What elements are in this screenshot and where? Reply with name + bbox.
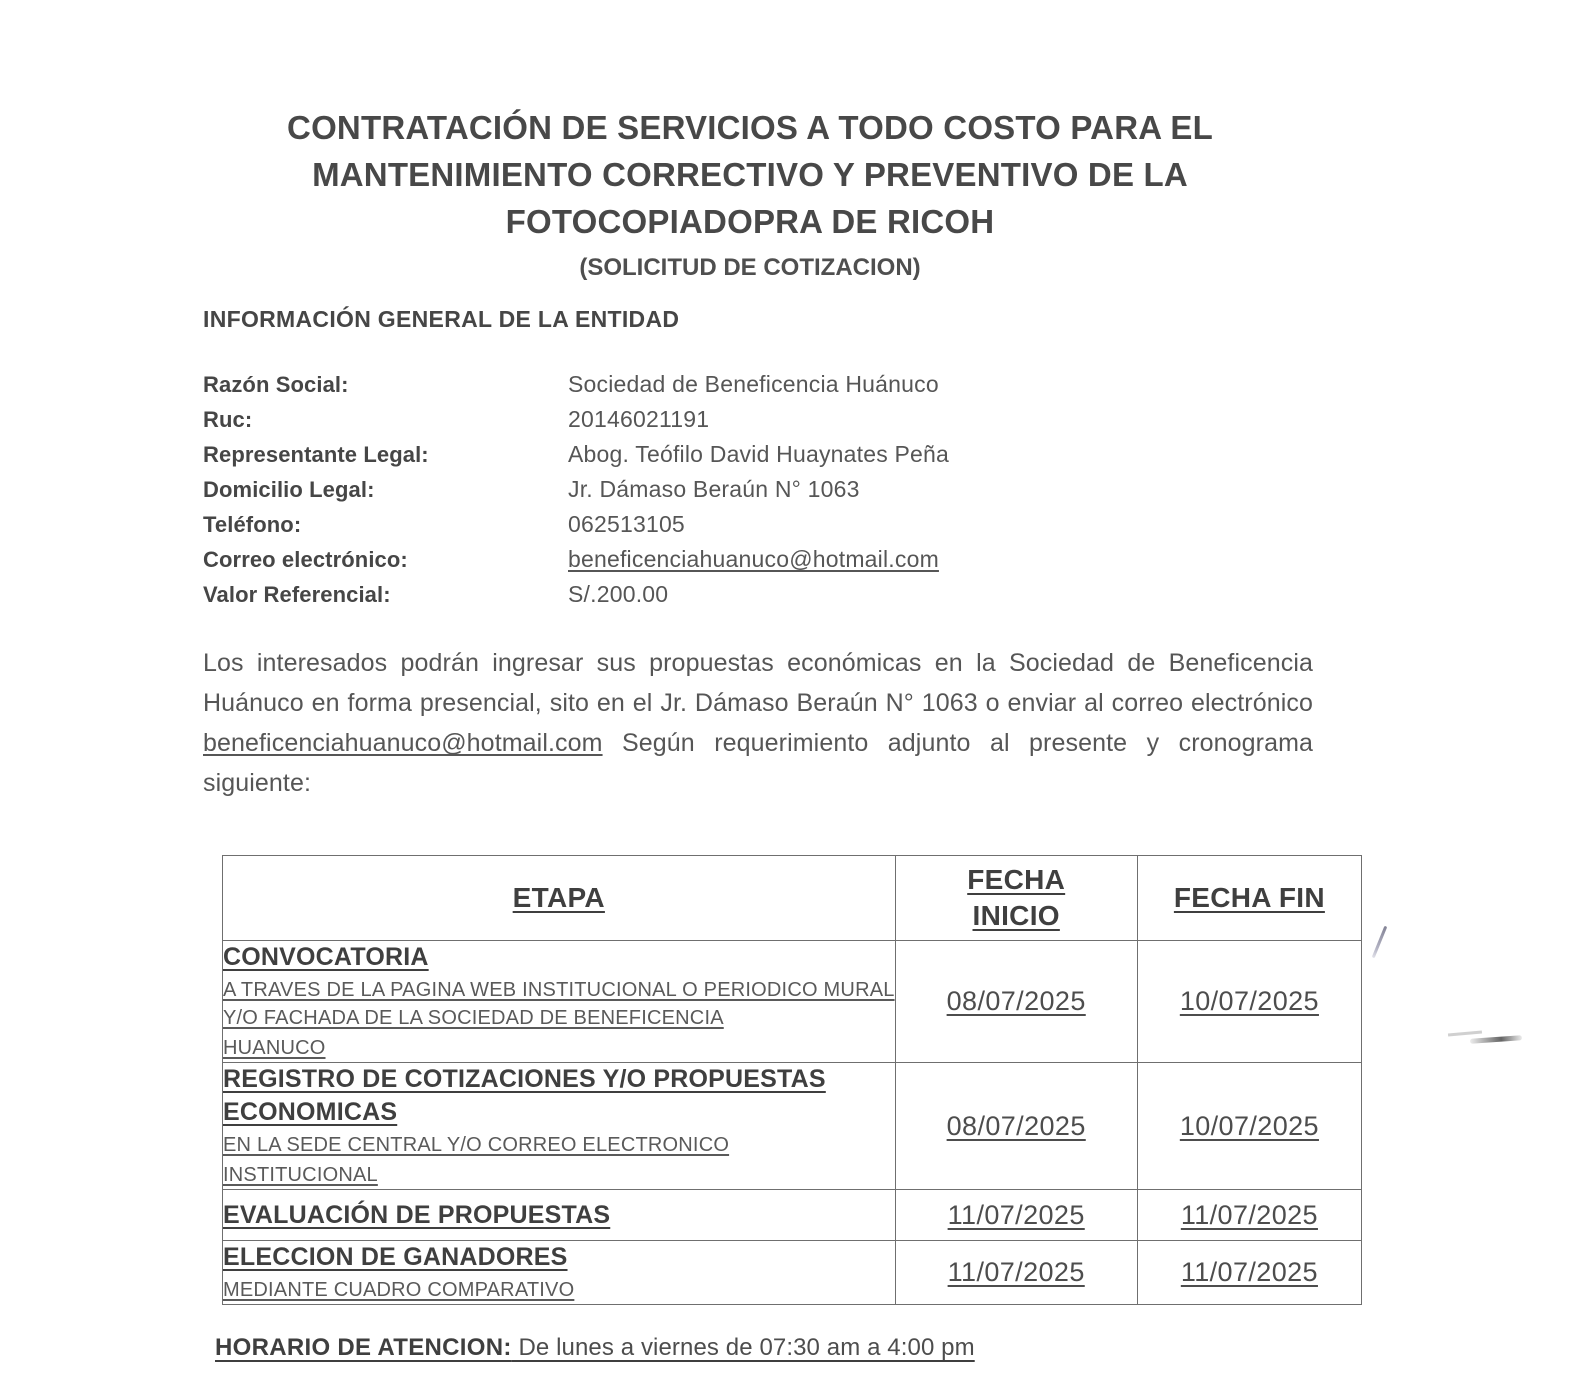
- etapa-title-convocatoria: CONVOCATORIA: [223, 943, 429, 971]
- cell-etapa-convocatoria: [223, 941, 896, 1063]
- cell-fecha-inicio-registro-cotizaciones: [895, 1063, 1137, 1190]
- info-label-valor-referencial: Valor Referencial:: [203, 582, 391, 607]
- column-header-etapa: [223, 856, 896, 941]
- etapa-title-registro-cotizaciones: REGISTRO DE COTIZACIONES Y/O PROPUESTAS ECONOMICAS: [223, 1065, 826, 1126]
- info-value-representante-legal: Abog. Teófilo David Huaynates Peña: [568, 441, 950, 467]
- info-row-telefono: [203, 511, 1203, 546]
- info-label-representante-legal: Representante Legal:: [203, 442, 429, 467]
- date-end-convocatoria: 10/07/2025: [1179, 986, 1319, 1016]
- footer-horario-atencion: [215, 1334, 975, 1362]
- info-label-razon-social: Razón Social:: [203, 372, 349, 397]
- info-value-ruc: 20146021191: [568, 406, 710, 432]
- cell-etapa-registro-cotizaciones: [223, 1063, 896, 1190]
- info-label-domicilio-legal: Domicilio Legal:: [203, 477, 375, 502]
- schedule-table: [222, 855, 1362, 1305]
- date-start-evaluacion-propuestas: 11/07/2025: [947, 1199, 1085, 1230]
- scan-artifact-pen-mark: [1372, 926, 1388, 959]
- cell-etapa-eleccion-ganadores: [223, 1241, 896, 1305]
- entity-info-list: [203, 371, 1203, 616]
- scan-artifact-smudge: [1470, 1035, 1522, 1044]
- etapa-description-eleccion-ganadores: MEDIANTE CUADRO COMPARATIVO: [223, 1279, 575, 1301]
- page-title-line-3: FOTOCOPIADOPRA DE RICOH: [505, 203, 995, 240]
- info-value-telefono: 062513105: [568, 511, 685, 537]
- cell-fecha-fin-eleccion-ganadores: [1137, 1241, 1361, 1305]
- section-heading-entity-info: INFORMACIÓN GENERAL DE LA ENTIDAD: [203, 306, 680, 332]
- paragraph-email-link[interactable]: beneficenciahuanuco@hotmail.com: [203, 729, 603, 757]
- info-row-valor-referencial: [203, 581, 1203, 616]
- instructions-paragraph-part2: Según requerimiento adjunto al presente y cronograma siguiente:: [203, 729, 1313, 797]
- etapa-description-registro-cotizaciones: EN LA SEDE CENTRAL Y/O CORREO ELECTRONICO: [223, 1134, 730, 1156]
- etapa-title-eleccion-ganadores: ELECCION DE GANADORES: [223, 1243, 568, 1271]
- etapa-description-registro-cotizaciones-last: INSTITUCIONAL: [223, 1164, 378, 1186]
- info-row-correo-electronico: [203, 546, 1203, 581]
- table-row: [223, 1190, 1362, 1241]
- etapa-description-convocatoria-last: HUANUCO: [223, 1037, 326, 1059]
- cell-fecha-fin-registro-cotizaciones: [1137, 1063, 1361, 1190]
- date-end-eleccion-ganadores: 11/07/2025: [1180, 1257, 1318, 1287]
- etapa-title-evaluacion-propuestas: EVALUACIÓN DE PROPUESTAS: [223, 1200, 611, 1229]
- footer-value: De lunes a viernes de 07:30 am a 4:00 pm: [511, 1334, 975, 1361]
- date-start-convocatoria: 08/07/2025: [946, 986, 1086, 1016]
- table-header-row: [223, 856, 1362, 941]
- column-header-fecha-inicio-line1: FECHA: [967, 864, 1066, 895]
- document-title-block: [0, 104, 1500, 285]
- footer-label: HORARIO DE ATENCION:: [215, 1334, 512, 1361]
- email-link[interactable]: beneficenciahuanuco@hotmail.com: [568, 546, 939, 572]
- cell-fecha-inicio-evaluacion-propuestas: [895, 1190, 1137, 1241]
- table-row: [223, 1241, 1362, 1305]
- etapa-description-convocatoria: A TRAVES DE LA PAGINA WEB INSTITUCIONAL O PERIODICO MURAL Y/O FACHADA DE LA SOCIEDAD DE BENEFICENCIA: [223, 979, 895, 1029]
- info-label-correo-electronico: Correo electrónico:: [203, 547, 408, 572]
- cell-etapa-evaluacion-propuestas: [223, 1190, 896, 1241]
- info-label-telefono: Teléfono:: [203, 512, 302, 537]
- cell-fecha-fin-evaluacion-propuestas: [1137, 1190, 1361, 1241]
- date-end-evaluacion-propuestas: 11/07/2025: [1180, 1199, 1318, 1230]
- instructions-paragraph: [203, 643, 1313, 803]
- date-end-registro-cotizaciones: 10/07/2025: [1179, 1110, 1319, 1141]
- date-start-eleccion-ganadores: 11/07/2025: [947, 1257, 1085, 1287]
- info-row-representante-legal: [203, 441, 1203, 476]
- column-header-fecha-inicio: [895, 856, 1137, 941]
- info-value-domicilio-legal: Jr. Dámaso Beraún N° 1063: [568, 476, 860, 502]
- instructions-paragraph-part1: Los interesados podrán ingresar sus propuestas económicas en la Sociedad de Beneficencia Huánuco en forma presencial, sito en el Jr. Dámaso Beraún N° 1063 o enviar al correo electrónico: [203, 649, 1313, 717]
- cell-fecha-fin-convocatoria: [1137, 941, 1361, 1063]
- info-label-ruc: Ruc:: [203, 407, 253, 432]
- info-row-ruc: [203, 406, 1203, 441]
- page-title-line-1: CONTRATACIÓN DE SERVICIOS A TODO COSTO PARA EL: [287, 109, 1213, 146]
- table-row: [223, 1063, 1362, 1190]
- scan-artifact-smudge-secondary: [1448, 1031, 1482, 1037]
- column-header-fecha-fin-label: FECHA FIN: [1173, 882, 1325, 913]
- info-row-domicilio-legal: [203, 476, 1203, 511]
- date-start-registro-cotizaciones: 08/07/2025: [946, 1110, 1086, 1141]
- page-subtitle: (SOLICITUD DE COTIZACION): [579, 254, 921, 281]
- info-row-razon-social: [203, 371, 1203, 406]
- info-value-razon-social: Sociedad de Beneficencia Huánuco: [568, 371, 939, 397]
- column-header-fecha-inicio-line2: INICIO: [972, 900, 1060, 931]
- table-row: [223, 941, 1362, 1063]
- column-header-etapa-label: ETAPA: [512, 882, 605, 913]
- info-value-valor-referencial: S/.200.00: [568, 581, 669, 607]
- cell-fecha-inicio-convocatoria: [895, 941, 1137, 1063]
- cell-fecha-inicio-eleccion-ganadores: [895, 1241, 1137, 1305]
- column-header-fecha-fin: [1137, 856, 1361, 941]
- page-title-line-2: MANTENIMIENTO CORRECTIVO Y PREVENTIVO DE LA: [312, 156, 1188, 193]
